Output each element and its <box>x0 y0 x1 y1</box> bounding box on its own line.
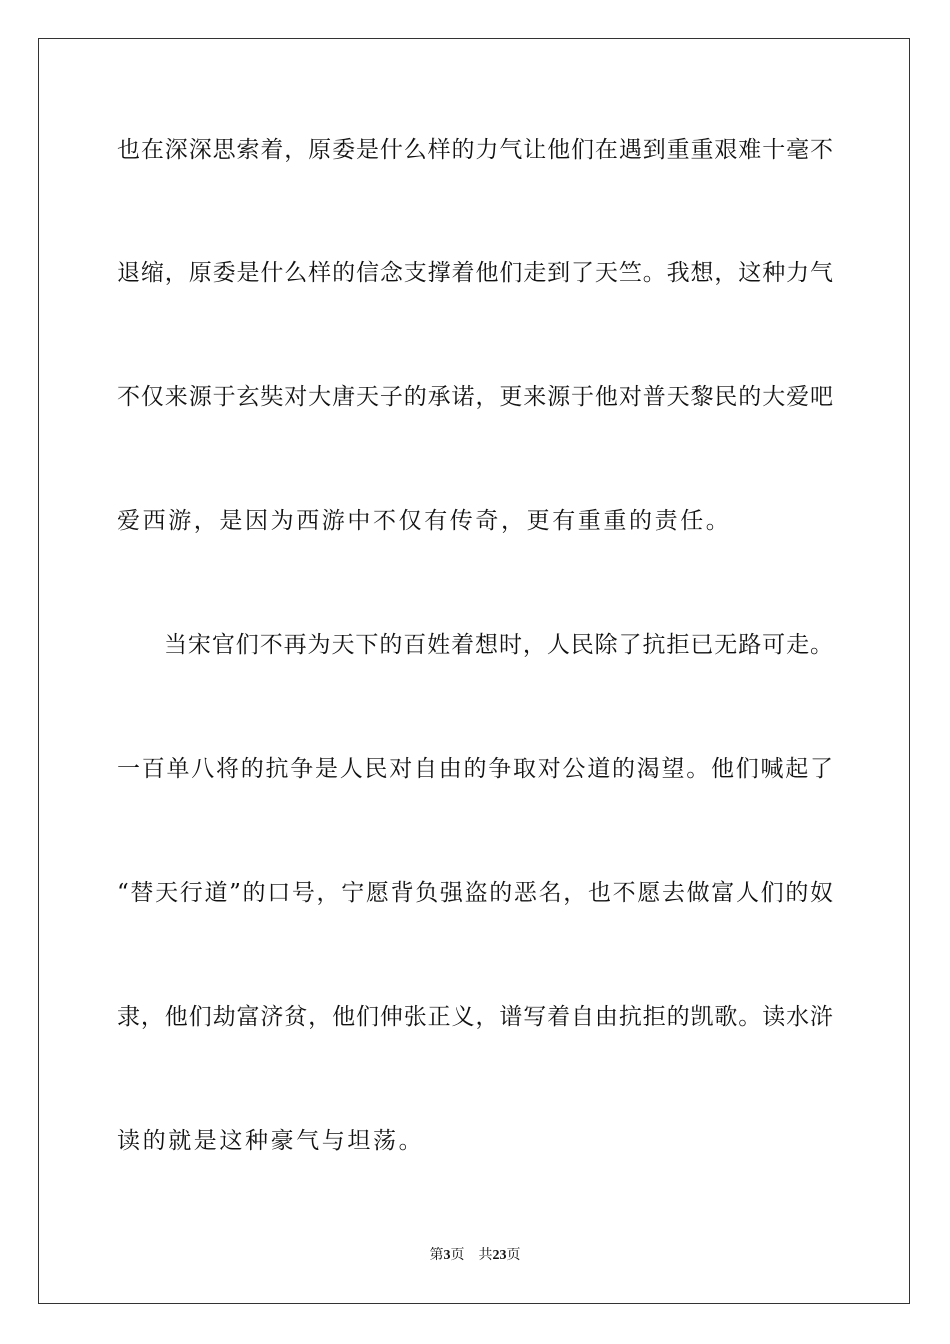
text-line-5-paragraph-start: 当宋官们不再为天下的百姓着想时，人民除了抗拒已无路可走。 <box>164 632 833 658</box>
text-line-8: 隶，他们劫富济贫，他们伸张正义，谱写着自由抗拒的凯歌。读水浒 <box>117 1004 833 1030</box>
footer-page-prefix: 第 <box>429 1248 444 1263</box>
text-line-3: 不仅来源于玄奘对大唐天子的承诺，更来源于他对普天黎民的大爱吧 <box>117 384 833 410</box>
footer-total-suffix: 页 <box>506 1248 521 1263</box>
text-line-4: 爱西游，是因为西游中不仅有传奇，更有重重的责任。 <box>117 508 732 534</box>
footer-page-suffix: 页 <box>450 1248 465 1263</box>
footer-total-pages: 23 <box>492 1248 507 1263</box>
footer-page-number: 3 <box>443 1248 451 1263</box>
page-border <box>38 38 910 1304</box>
page-footer <box>0 1247 950 1265</box>
footer-total-prefix: 共 <box>478 1248 493 1263</box>
text-line-9: 读的就是这种豪气与坦荡。 <box>117 1128 425 1154</box>
text-line-1: 也在深深思索着，原委是什么样的力气让他们在遇到重重艰难十毫不 <box>117 137 833 163</box>
text-line-6: 一百单八将的抗争是人民对自由的争取对公道的渴望。他们喊起了 <box>117 756 833 782</box>
text-line-7: “替天行道”的口号，宁愿背负强盗的恶名，也不愿去做富人们的奴 <box>117 880 833 906</box>
text-line-2: 退缩，原委是什么样的信念支撑着他们走到了天竺。我想，这种力气 <box>117 260 833 286</box>
